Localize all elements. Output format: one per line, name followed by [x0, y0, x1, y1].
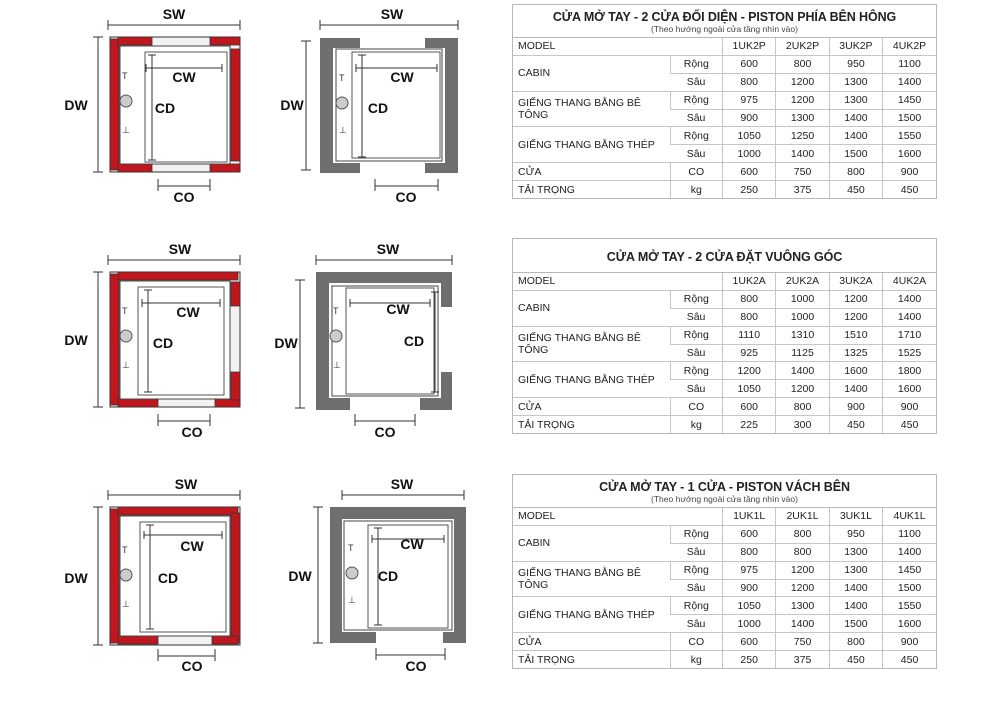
row-label: Rộng [670, 597, 722, 615]
value-cell: 1600 [883, 380, 936, 398]
svg-text:⊥: ⊥ [333, 360, 341, 370]
co-label: CO [405, 658, 427, 674]
value-cell: 1500 [829, 615, 882, 633]
value-cell: 1550 [883, 597, 936, 615]
value-cell: 1510 [829, 326, 882, 344]
model-cell: 2UK1L [776, 508, 829, 525]
model-cell: 4UK1L [883, 508, 936, 525]
value-cell: 1200 [829, 290, 882, 308]
value-cell: 1400 [829, 597, 882, 615]
plan-steel-1-door [60, 475, 260, 675]
value-cell: 800 [722, 73, 775, 91]
table-row [513, 525, 936, 543]
value-cell: 300 [776, 416, 829, 433]
value-cell: 1710 [883, 326, 936, 344]
table-row [513, 398, 936, 416]
sw-label: SW [380, 6, 404, 22]
row-label: Rộng [670, 525, 722, 543]
row-label: Rộng [670, 561, 722, 579]
row-label: Sâu [670, 73, 722, 91]
value-cell: 950 [829, 55, 882, 73]
value-cell: 600 [722, 633, 775, 651]
value-cell: 1400 [829, 579, 882, 597]
value-cell: 225 [722, 416, 775, 433]
row-name: CỬA [513, 633, 670, 651]
value-cell: 1400 [883, 73, 936, 91]
sw-label: SW [162, 6, 186, 22]
row-label: Sâu [670, 344, 722, 362]
svg-text:T: T [333, 306, 339, 316]
value-cell: 1550 [883, 127, 936, 145]
dw-label: DW [288, 568, 312, 584]
value-cell: 900 [722, 109, 775, 127]
plan-concrete-1-door [280, 475, 480, 675]
dw-label: DW [280, 97, 304, 113]
model-cell: 4UK2P [883, 38, 936, 55]
cw-label: CW [400, 536, 424, 552]
table-row [513, 561, 936, 579]
group-name: GIẾNG THANG BẰNG BÊ TÔNG [513, 561, 670, 597]
value-cell: 1300 [776, 597, 829, 615]
cw-label: CW [386, 301, 410, 317]
spec-table-title: CỬA MỞ TAY - 2 CỬA ĐỐI DIỆN - PISTON PHÍA BÊN HÔNG [552, 10, 897, 24]
model-cell: 3UK2A [829, 273, 882, 290]
value-cell: 800 [722, 308, 775, 326]
table-row [513, 508, 936, 525]
value-cell: 1000 [776, 308, 829, 326]
table-row [513, 290, 936, 308]
cw-label: CW [390, 69, 414, 85]
cd-label: CD [154, 100, 176, 116]
svg-text:T: T [339, 73, 345, 83]
table-row [513, 597, 936, 615]
value-cell: 1200 [776, 380, 829, 398]
row-name: CỬA [513, 398, 670, 416]
table-row [513, 633, 936, 651]
table-row [513, 326, 936, 344]
spec-table-1-door [512, 474, 937, 669]
value-cell: 1200 [776, 561, 829, 579]
group-name: GIẾNG THANG BẰNG THÉP [513, 362, 670, 398]
value-cell: 600 [722, 55, 775, 73]
value-cell: 1100 [883, 525, 936, 543]
value-cell: 1600 [829, 362, 882, 380]
table-row [513, 163, 936, 181]
row-name: TẢI TRỌNG [513, 416, 670, 433]
value-cell: 1400 [883, 543, 936, 561]
row-name: CỬA [513, 163, 670, 181]
value-cell: 600 [722, 398, 775, 416]
value-cell: 1300 [829, 73, 882, 91]
model-cell: 1UK2A [722, 273, 775, 290]
value-cell: 1125 [776, 344, 829, 362]
value-cell: 1500 [883, 109, 936, 127]
value-cell: 250 [722, 181, 775, 198]
spec-grid [513, 38, 936, 198]
value-cell: 1200 [722, 362, 775, 380]
value-cell: 800 [776, 55, 829, 73]
plan-concrete-2-right-angle [274, 240, 480, 440]
value-cell: 1200 [776, 91, 829, 109]
value-cell: 375 [776, 181, 829, 198]
row-label: Rộng [670, 91, 722, 109]
value-cell: 1300 [829, 543, 882, 561]
dw-label: DW [64, 570, 88, 586]
dw-label: DW [274, 335, 298, 351]
value-cell: 800 [776, 525, 829, 543]
value-cell: 800 [776, 543, 829, 561]
value-cell: 450 [829, 651, 882, 668]
value-cell: 1400 [776, 362, 829, 380]
value-cell: 250 [722, 651, 775, 668]
row-label: CO [670, 163, 722, 181]
cw-label: CW [172, 69, 196, 85]
value-cell: 1310 [776, 326, 829, 344]
value-cell: 1450 [883, 561, 936, 579]
spec-table-subtitle: (Theo hướng ngoài cửa tầng nhìn vào) [651, 494, 798, 504]
value-cell: 375 [776, 651, 829, 668]
value-cell: 1200 [776, 579, 829, 597]
row-label: Sâu [670, 109, 722, 127]
plan-concrete-2-opposite [280, 5, 480, 205]
table-row [513, 181, 936, 198]
value-cell: 1500 [883, 579, 936, 597]
row-label: Rộng [670, 290, 722, 308]
value-cell: 1000 [776, 290, 829, 308]
value-cell: 1400 [829, 127, 882, 145]
row-name: TẢI TRỌNG [513, 181, 670, 198]
group-name: GIẾNG THANG BẰNG THÉP [513, 597, 670, 633]
spec-table-title: CỬA MỞ TAY - 2 CỬA ĐẶT VUÔNG GÓC [606, 250, 843, 264]
table-row [513, 91, 936, 109]
model-cell: 3UK1L [829, 508, 882, 525]
co-label: CO [395, 189, 417, 205]
cd-label: CD [152, 335, 174, 351]
cw-label: CW [176, 304, 200, 320]
value-cell: 800 [829, 633, 882, 651]
row-name: TẢI TRỌNG [513, 651, 670, 668]
sw-label: SW [376, 241, 400, 257]
model-header: MODEL [518, 275, 556, 288]
spec-table-header [513, 239, 936, 273]
spec-table-2-right-angle [512, 238, 937, 434]
row-label: Rộng [670, 127, 722, 145]
value-cell: 800 [722, 543, 775, 561]
value-cell: 900 [883, 163, 936, 181]
svg-text:T: T [122, 545, 128, 555]
value-cell: 800 [722, 290, 775, 308]
plan-steel-2-opposite [60, 5, 260, 205]
value-cell: 600 [722, 525, 775, 543]
spec-table-header [513, 5, 936, 38]
table-row [513, 273, 936, 290]
sw-label: SW [174, 476, 198, 492]
dw-label: DW [64, 332, 88, 348]
row-label: Rộng [670, 326, 722, 344]
value-cell: 1000 [722, 615, 775, 633]
value-cell: 1300 [776, 109, 829, 127]
row-label: Rộng [670, 362, 722, 380]
svg-text:⊥: ⊥ [122, 599, 130, 609]
value-cell: 450 [883, 651, 936, 668]
svg-text:⊥: ⊥ [122, 125, 130, 135]
value-cell: 1400 [829, 109, 882, 127]
value-cell: 975 [722, 561, 775, 579]
row-label: Sâu [670, 579, 722, 597]
group-name: GIẾNG THANG BẰNG BÊ TÔNG [513, 326, 670, 362]
co-label: CO [173, 189, 195, 205]
co-label: CO [374, 424, 396, 440]
value-cell: 900 [829, 398, 882, 416]
model-header: MODEL [518, 40, 556, 53]
value-cell: 1100 [883, 55, 936, 73]
model-cell: 1UK2P [722, 38, 775, 55]
row-label: Sâu [670, 615, 722, 633]
table-row [513, 55, 936, 73]
svg-text:T: T [122, 71, 128, 81]
value-cell: 1300 [829, 561, 882, 579]
group-name: CABIN [513, 525, 670, 561]
value-cell: 1250 [776, 127, 829, 145]
model-header: MODEL [518, 510, 556, 523]
row-label: Rộng [670, 55, 722, 73]
value-cell: 1400 [776, 145, 829, 163]
table-row [513, 362, 936, 380]
plan-steel-2-right-angle [60, 240, 260, 440]
svg-text:T: T [122, 306, 128, 316]
row-label: CO [670, 633, 722, 651]
dw-label: DW [64, 97, 88, 113]
value-cell: 800 [829, 163, 882, 181]
value-cell: 800 [776, 398, 829, 416]
model-cell: 4UK2A [883, 273, 936, 290]
value-cell: 1050 [722, 380, 775, 398]
spec-table-title: CỬA MỞ TAY - 1 CỬA - PISTON VÁCH BÊN [599, 480, 850, 494]
svg-text:⊥: ⊥ [122, 360, 130, 370]
model-cell: 1UK1L [722, 508, 775, 525]
group-name: CABIN [513, 290, 670, 326]
value-cell: 1050 [722, 127, 775, 145]
sw-label: SW [390, 476, 414, 492]
value-cell: 1500 [829, 145, 882, 163]
model-cell: 2UK2P [776, 38, 829, 55]
co-label: CO [181, 424, 203, 440]
model-cell: 3UK2P [829, 38, 882, 55]
value-cell: 1050 [722, 597, 775, 615]
cw-label: CW [180, 538, 204, 554]
group-name: GIẾNG THANG BẰNG BÊ TÔNG [513, 91, 670, 127]
spec-table-2-opposite [512, 4, 937, 199]
cd-label: CD [403, 333, 425, 349]
cd-label: CD [157, 570, 179, 586]
table-row [513, 651, 936, 668]
row-label: kg [670, 181, 722, 198]
value-cell: 450 [829, 181, 882, 198]
value-cell: 750 [776, 163, 829, 181]
value-cell: 1400 [776, 615, 829, 633]
row-label: Sâu [670, 308, 722, 326]
value-cell: 1400 [829, 380, 882, 398]
value-cell: 1110 [722, 326, 775, 344]
row-label: kg [670, 651, 722, 668]
co-label: CO [181, 658, 203, 674]
value-cell: 1600 [883, 145, 936, 163]
table-row [513, 127, 936, 145]
row-label: Sâu [670, 145, 722, 163]
table-row [513, 416, 936, 433]
spec-table-header [513, 475, 936, 508]
value-cell: 900 [883, 633, 936, 651]
value-cell: 600 [722, 163, 775, 181]
value-cell: 900 [722, 579, 775, 597]
sw-label: SW [168, 241, 192, 257]
row-label: kg [670, 416, 722, 433]
value-cell: 1450 [883, 91, 936, 109]
row-label: Sâu [670, 380, 722, 398]
value-cell: 1400 [883, 290, 936, 308]
value-cell: 450 [883, 181, 936, 198]
value-cell: 1525 [883, 344, 936, 362]
value-cell: 925 [722, 344, 775, 362]
spec-table-subtitle: (Theo hướng ngoài cửa tầng nhìn vào) [651, 24, 798, 34]
value-cell: 950 [829, 525, 882, 543]
row-label: CO [670, 398, 722, 416]
cd-label: CD [367, 100, 389, 116]
svg-text:⊥: ⊥ [339, 125, 347, 135]
cd-label: CD [377, 568, 399, 584]
table-row [513, 38, 936, 55]
value-cell: 750 [776, 633, 829, 651]
value-cell: 1600 [883, 615, 936, 633]
group-name: CABIN [513, 55, 670, 91]
svg-text:⊥: ⊥ [348, 595, 356, 605]
value-cell: 1000 [722, 145, 775, 163]
spec-grid [513, 508, 936, 668]
group-name: GIẾNG THANG BẰNG THÉP [513, 127, 670, 163]
value-cell: 450 [883, 416, 936, 433]
value-cell: 1325 [829, 344, 882, 362]
value-cell: 1200 [829, 308, 882, 326]
row-label: Sâu [670, 543, 722, 561]
value-cell: 1800 [883, 362, 936, 380]
value-cell: 450 [829, 416, 882, 433]
spec-grid [513, 273, 936, 433]
value-cell: 975 [722, 91, 775, 109]
value-cell: 1200 [776, 73, 829, 91]
value-cell: 1300 [829, 91, 882, 109]
value-cell: 900 [883, 398, 936, 416]
svg-text:T: T [348, 543, 354, 553]
value-cell: 1400 [883, 308, 936, 326]
model-cell: 2UK2A [776, 273, 829, 290]
